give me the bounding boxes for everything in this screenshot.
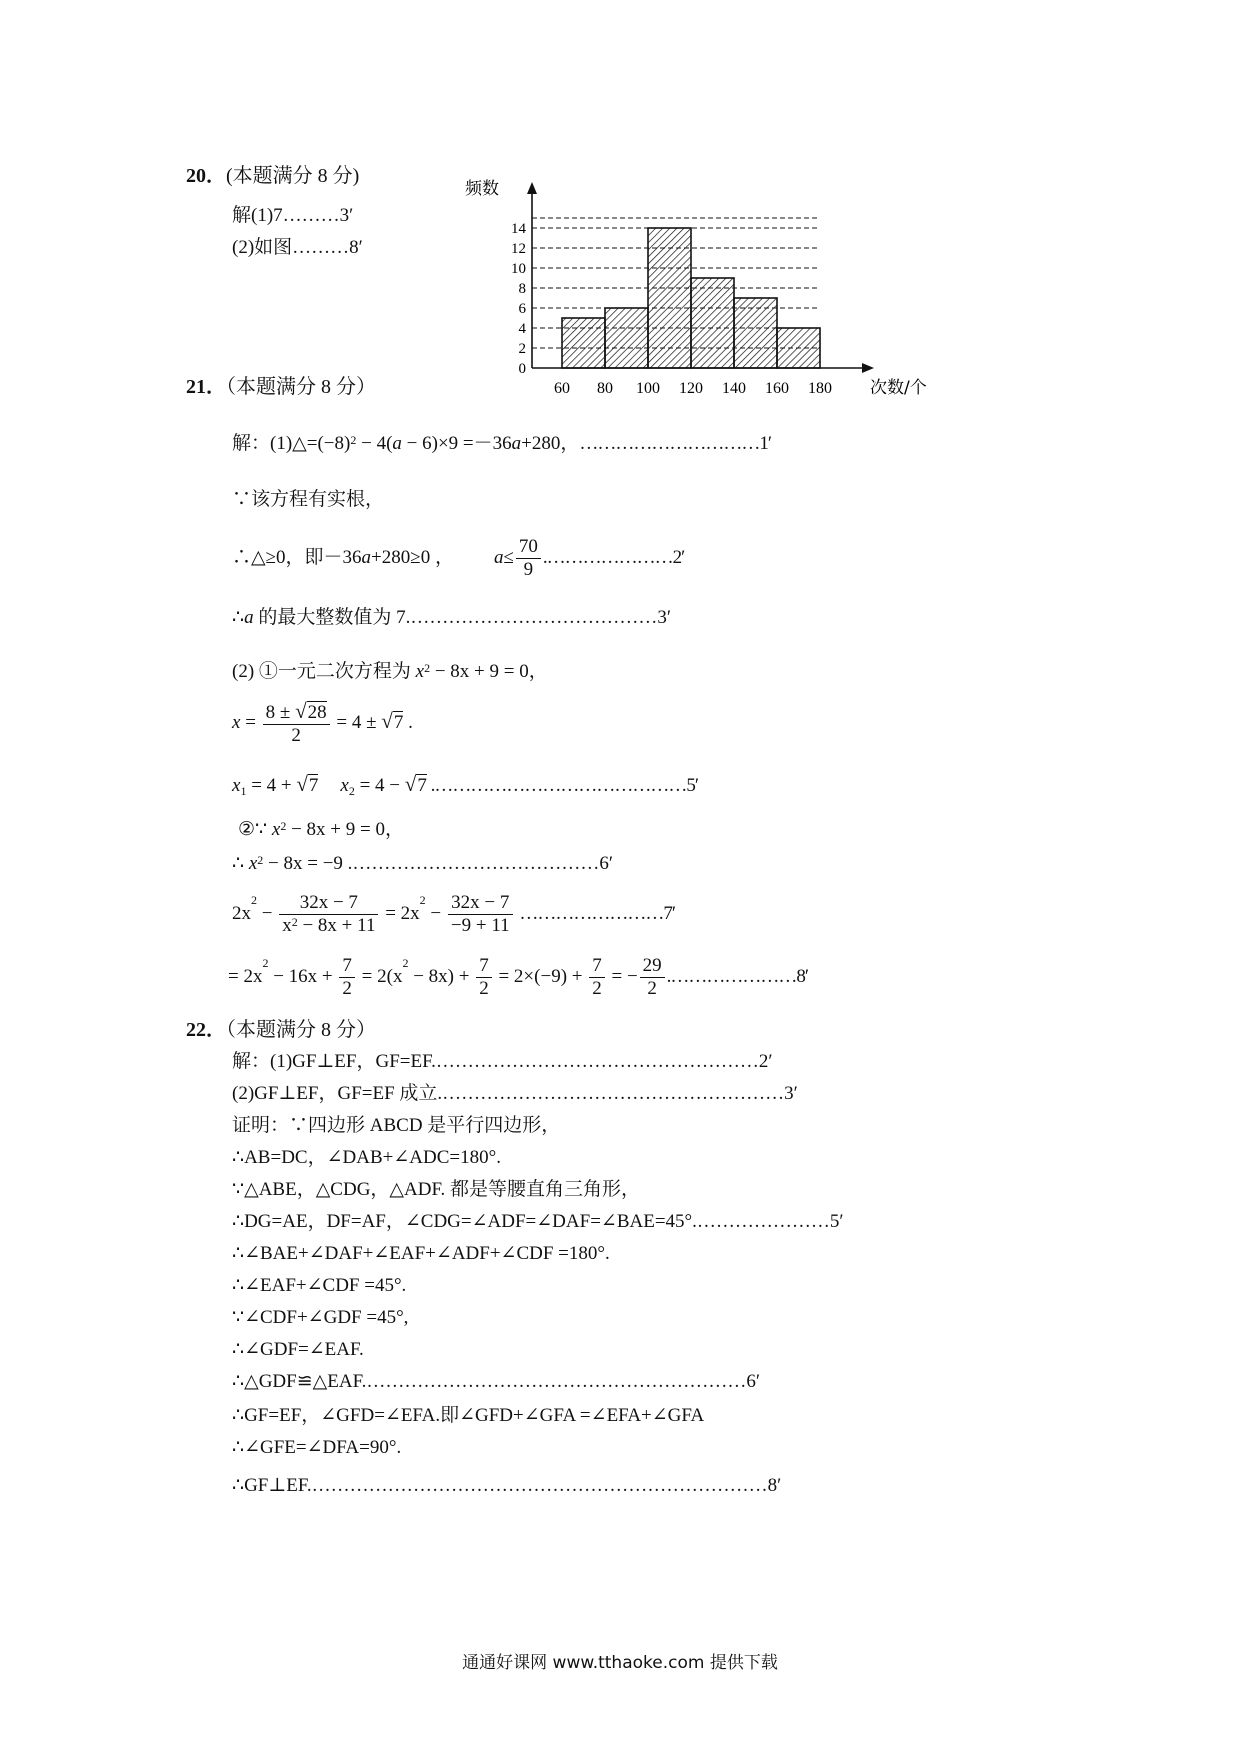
histogram-bar-120-140 [691, 278, 734, 368]
q20-number: 20． [186, 165, 226, 187]
q21-heading [186, 375, 376, 399]
y-tick-label: 8 [518, 281, 526, 297]
histogram-bar-80-100 [605, 308, 648, 368]
y-tick-label: 4 [518, 321, 526, 337]
y-tick-label: 12 [511, 241, 526, 257]
q21-line-4 [232, 606, 671, 630]
q21-l9-text2: − 8x = −9 .…………………………………6′ [263, 853, 614, 874]
x-tick-label: 180 [808, 380, 832, 397]
q21-l7-score: .……………………………………5′ [426, 775, 698, 796]
q22-line-14: ∴GF⊥EF.………………………………………………………………8′ [232, 1475, 782, 1496]
q21-line-8: ②∵ $x^2 - 8x + 9 = 0$， [238, 819, 404, 840]
q21-l6-text: = 4 ± [331, 711, 382, 733]
q21-line-3 [232, 536, 684, 581]
q21-l5-text2: − 8x + 9 = 0， [430, 661, 548, 682]
q21-l3-score: .…………………2′ [542, 546, 685, 568]
x-tick-label: 120 [679, 380, 703, 397]
q21-line-6: x = $\frac{8 \pm √28}{2}$ = 4 ± √7 . [232, 699, 413, 746]
page-footer: 通通好课网 www.tthaoke.com 提供下载 [462, 1653, 778, 1673]
q21-points: （本题满分 8 分） [226, 376, 376, 398]
q21-l3-fraction: $\frac{70}{9}$ [516, 536, 541, 581]
q21-l8-text: ②∵ [238, 819, 272, 840]
q22-line-10: ∴∠GDF=∠EAF. [232, 1339, 364, 1360]
q21-line-7: $x_1 = 4 + √7$ $x_2 = 4 - √7$ .……………………………………5′ [232, 772, 698, 798]
histogram-bar-100-120 [648, 228, 691, 368]
q21-l11-text: = 2x [228, 965, 263, 987]
q21-l8-text2: − 8x + 9 = 0， [286, 819, 404, 840]
y-tick-label: 10 [511, 261, 526, 277]
q21-l6-var: x [232, 711, 241, 733]
q21-l6-sqrt: 7 [393, 711, 404, 733]
q21-line-1: 解：$(1)\triangle=(-8)^2 - 4(a - 6)\times 9 =-36a+280$，…………………………1′ [232, 433, 772, 454]
histogram-bar-60-80 [562, 318, 605, 368]
q21-l1-var2: a [511, 433, 522, 454]
x-tick-label: 100 [636, 380, 660, 397]
q21-line-2: ∵该方程有实根， [232, 489, 385, 510]
q22-heading [186, 1018, 376, 1042]
x-axis-arrow [862, 363, 874, 373]
q22-line-3: 证明：∵四边形 ABCD 是平行四边形， [232, 1115, 561, 1136]
q20-answer-2: (2)如图………8′ [232, 237, 363, 258]
q21-l10-text: 2x [232, 902, 251, 924]
q21-l11-score: .…………………8′ [666, 965, 809, 987]
q21-l3-var: a [361, 546, 372, 568]
x-tick-labels [554, 380, 832, 397]
q21-l6-end: . [403, 711, 413, 733]
y-axis-label: 频数 [465, 179, 499, 199]
q22-line-2: (2)GF⊥EF，GF=EF 成立.………………………………………………3′ [232, 1083, 798, 1104]
q20-heading [186, 164, 359, 188]
q22-line-9: ∵∠CDF+∠GDF =45°, [232, 1307, 409, 1328]
q21-l10-text2: = 2x [380, 902, 420, 924]
q21-l3-var2: a [493, 546, 504, 568]
q21-line-10: $2x^2$ − $\frac{32x - 7}{x^2 - 8x + 11}$ = $2x^2$ − $\frac{32x - 7}{-9 + 11}$ ……………………7′ [232, 892, 676, 936]
x-tick-label: 60 [554, 380, 570, 397]
q21-l3-text: ∴△≥0，即－36 [232, 546, 362, 568]
y-tick-label: 0 [518, 361, 526, 377]
q21-line-5: (2) ①一元二次方程为 $x^2 - 8x + 9 = 0$， [232, 661, 548, 682]
q22-line-6: ∴DG=AE，DF=AF，∠CDG=∠ADF=∠DAF=∠BAE=45°.…………………5′ [232, 1211, 844, 1232]
q21-l7-text: = 4 + [246, 775, 297, 796]
q21-l4-text2: 的最大整数值为 7.…………………………………3′ [253, 607, 672, 628]
q22-line-8: ∴∠EAF+∠CDF =45°. [232, 1275, 407, 1296]
q21-l11-fraction4: $\frac{29}{2}$ [640, 955, 665, 1000]
q22-line-4: ∴AB=DC，∠DAB+∠ADC=180°. [232, 1147, 501, 1168]
x-axis-label: 次数/个 [870, 378, 927, 398]
histogram-bar-140-160 [734, 298, 777, 368]
q21-l7-sqrt1: 7 [308, 775, 319, 796]
q21-l1-text4: +280， [521, 433, 580, 454]
q21-l1-text2: − 4( [356, 433, 393, 454]
q22-line-11: ∴△GDF≌△EAF.……………………………………………………6′ [232, 1371, 761, 1392]
q21-l9-text: ∴ [232, 853, 249, 874]
q22-points: （本题满分 8 分） [226, 1019, 376, 1041]
q21-l11-text4: − 8x) + [408, 965, 475, 987]
q21-l11-text2: − 16x + [268, 965, 338, 987]
x-tick-label: 160 [765, 380, 789, 397]
q21-l7-text2: = 4 − [354, 775, 405, 796]
q21-line-9: ∴ $x^2 - 8x = -9$ .…………………………………6′ [232, 853, 614, 874]
q21-l10-fraction2: $\frac{32x - 7}{-9 + 11}$ [448, 892, 513, 937]
q21-l11-text6: = − [606, 965, 638, 987]
q21-l11-fraction3: $\frac{7}{2}$ [589, 955, 605, 1000]
q21-l6-eq: = [240, 711, 261, 733]
y-tick-labels [511, 221, 527, 377]
q22-number: 22． [186, 1019, 226, 1041]
q21-l10-fraction1: $\frac{32x - 7}{x^2 - 8x + 11}$ [279, 892, 378, 937]
q20-answer-1: 解(1)7………3′ [232, 205, 354, 226]
y-tick-label: 2 [518, 341, 526, 357]
q21-number: 21． [186, 376, 226, 398]
x-tick-label: 80 [597, 380, 613, 397]
q21-l11-fraction1: $\frac{7}{2}$ [339, 955, 355, 1000]
q22-line-5: ∵△ABE，△CDG，△ADF. 都是等腰直角三角形， [232, 1179, 641, 1200]
q21-l1-var: a [392, 433, 402, 454]
q21-l3-le: ≤ [503, 546, 514, 568]
q21-line-11: = $2x^2 - 16x$ + $\frac{7}{2}$ = $2(x^2 - 8x)$ + $\frac{7}{2}$ = 2×(−9) + $\frac{7}{2}$ = − $\frac{29}{2}$ .…………………8′ [228, 955, 809, 999]
q22-line-12: ∴GF=EF，∠GFD=∠EFA.即∠GFD+∠GFA =∠EFA+∠GFA [232, 1405, 705, 1426]
q21-l7-sqrt2: 7 [417, 775, 427, 796]
q22-line-1: 解：(1)GF⊥EF，GF=EF.……………………………………………2′ [232, 1051, 773, 1072]
bars [562, 228, 820, 368]
q20-points: (本题满分 8 分) [226, 165, 360, 187]
q21-l4-var: a [244, 607, 254, 628]
q21-l1-score: …………………………1′ [579, 433, 772, 454]
q21-l4-text: ∴ [232, 607, 245, 628]
x-tick-label: 140 [722, 380, 746, 397]
histogram-bar-160-180 [777, 328, 820, 368]
q21-l5-text: (2) ①一元二次方程为 [232, 661, 416, 682]
y-axis-arrow [527, 182, 537, 194]
q21-l11-fraction2: $\frac{7}{2}$ [476, 955, 492, 1000]
q21-l11-text5: = 2×(−9) + [493, 965, 588, 987]
q22-line-13: ∴∠GFE=∠DFA=90°. [232, 1437, 402, 1458]
y-tick-label: 14 [511, 221, 526, 237]
q21-l1-text: 解：(1)△=(−8) [232, 433, 351, 454]
frequency-histogram [465, 179, 940, 400]
y-tick-label: 6 [518, 301, 526, 317]
q21-l10-score: ……………………7′ [519, 902, 676, 924]
q21-l6-fraction: $\frac{8 \pm √28}{2}$ [263, 700, 330, 747]
q21-l1-text3: − 6)×9 =－36 [401, 433, 512, 454]
q21-l3-text2: +280≥0 ， [371, 546, 454, 568]
q21-l11-text3: = 2(x [356, 965, 403, 987]
q22-line-7: ∴∠BAE+∠DAF+∠EAF+∠ADF+∠CDF =180°. [232, 1243, 610, 1264]
